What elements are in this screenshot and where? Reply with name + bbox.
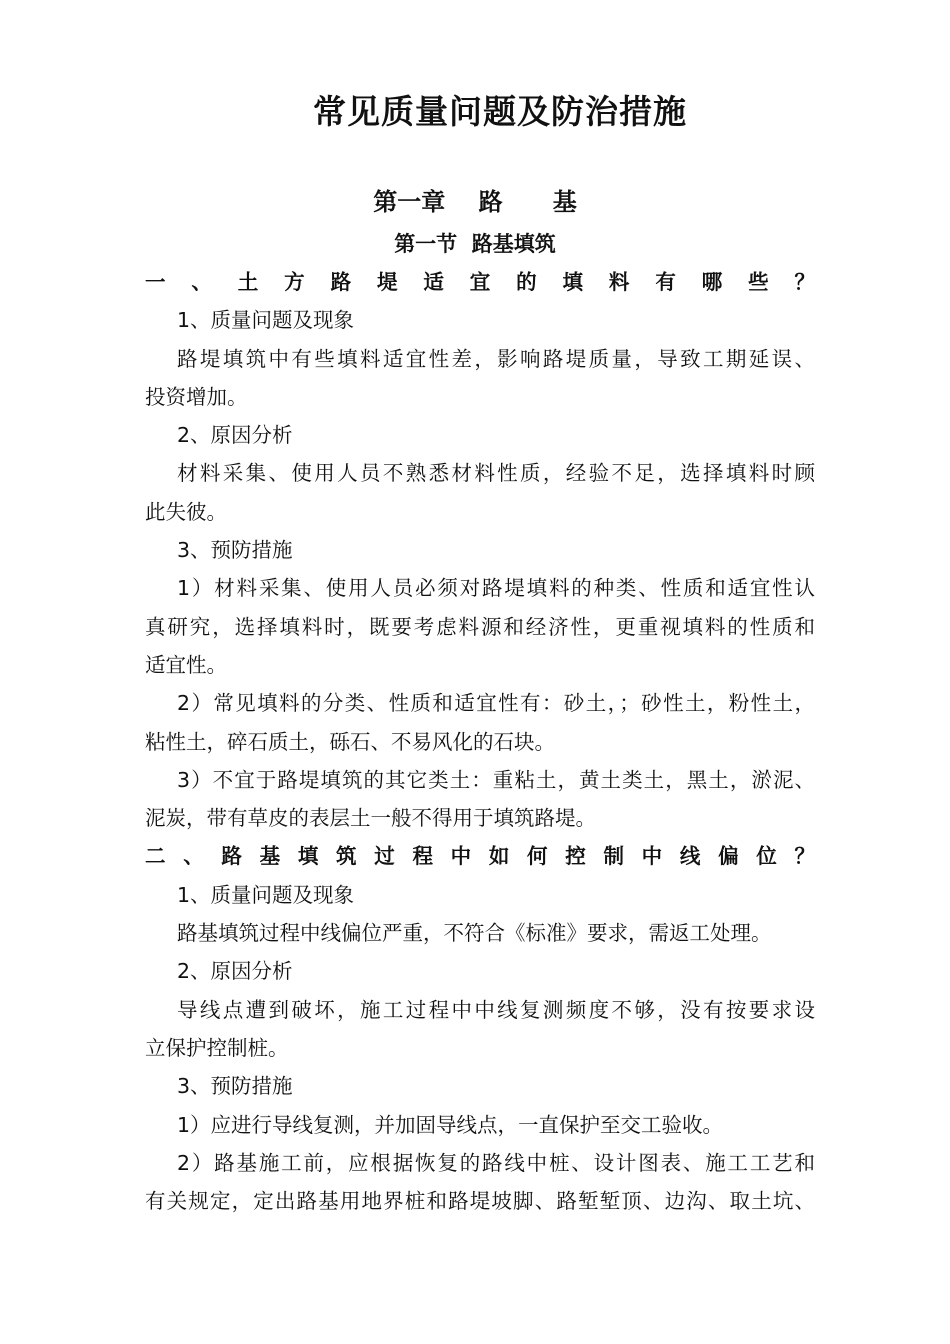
text-line: 3）不宜于路堤填筑的其它类土：重粘土，黄土类土，黑土，淤泥、 <box>177 767 815 792</box>
text-line: 导线点遭到破坏，施工过程中中线复测频度不够，没有按要求设 <box>177 997 815 1022</box>
chapter-heading: 第一章 路 基 <box>373 188 577 216</box>
text-line: 此失彼。 <box>145 499 227 524</box>
section-heading: 第一节 路基填筑 <box>394 232 556 256</box>
question-heading: 二、路基填筑过程中如何控制中线偏位？ <box>145 844 815 869</box>
text-line: 3、预防措施 <box>177 538 293 563</box>
text-line: 路堤填筑中有些填料适宜性差，影响路堤质量，导致工期延误、 <box>177 346 815 371</box>
text-line: 粘性土，碎石质土，砾石、不易风化的石块。 <box>145 729 555 754</box>
text-line: 真研究，选择填料时，既要考虑料源和经济性，更重视填料的性质和 <box>145 614 815 639</box>
text-line: 1）材料采集、使用人员必须对路堤填料的种类、性质和适宜性认 <box>177 576 815 601</box>
text-line: 1）应进行导线复测，并加固导线点，一直保护至交工验收。 <box>177 1112 724 1137</box>
text-line: 2、原因分析 <box>177 423 293 448</box>
document-title: 常见质量问题及防治措施 <box>313 92 687 131</box>
text-line: 有关规定，定出路基用地界桩和路堤坡脚、路堑堑顶、边沟、取土坑、 <box>145 1189 815 1214</box>
text-line: 材料采集、使用人员不熟悉材料性质，经验不足，选择填料时顾 <box>177 461 815 486</box>
text-line: 泥炭，带有草皮的表层土一般不得用于填筑路堤。 <box>145 806 596 831</box>
text-line: 1、质量问题及现象 <box>177 882 355 907</box>
text-line: 立保护控制桩。 <box>145 1035 289 1060</box>
text-line: 2、原因分析 <box>177 959 293 984</box>
text-line: 路基填筑过程中线偏位严重，不符合《标准》要求，需返工处理。 <box>177 921 772 946</box>
question-heading: 一、土方路堤适宜的填料有哪些？ <box>145 270 815 294</box>
text-line: 投资增加。 <box>145 384 248 409</box>
body-text <box>145 263 815 1220</box>
text-line: 2）常见填料的分类、性质和适宜性有：砂土，；砂性土，粉性土， <box>177 691 815 716</box>
text-line: 1、质量问题及现象 <box>177 308 355 333</box>
text-line: 适宜性。 <box>145 652 227 677</box>
text-line: 3、预防措施 <box>177 1074 293 1099</box>
text-line: 2）路基施工前，应根据恢复的路线中桩、设计图表、施工工艺和 <box>177 1150 815 1175</box>
